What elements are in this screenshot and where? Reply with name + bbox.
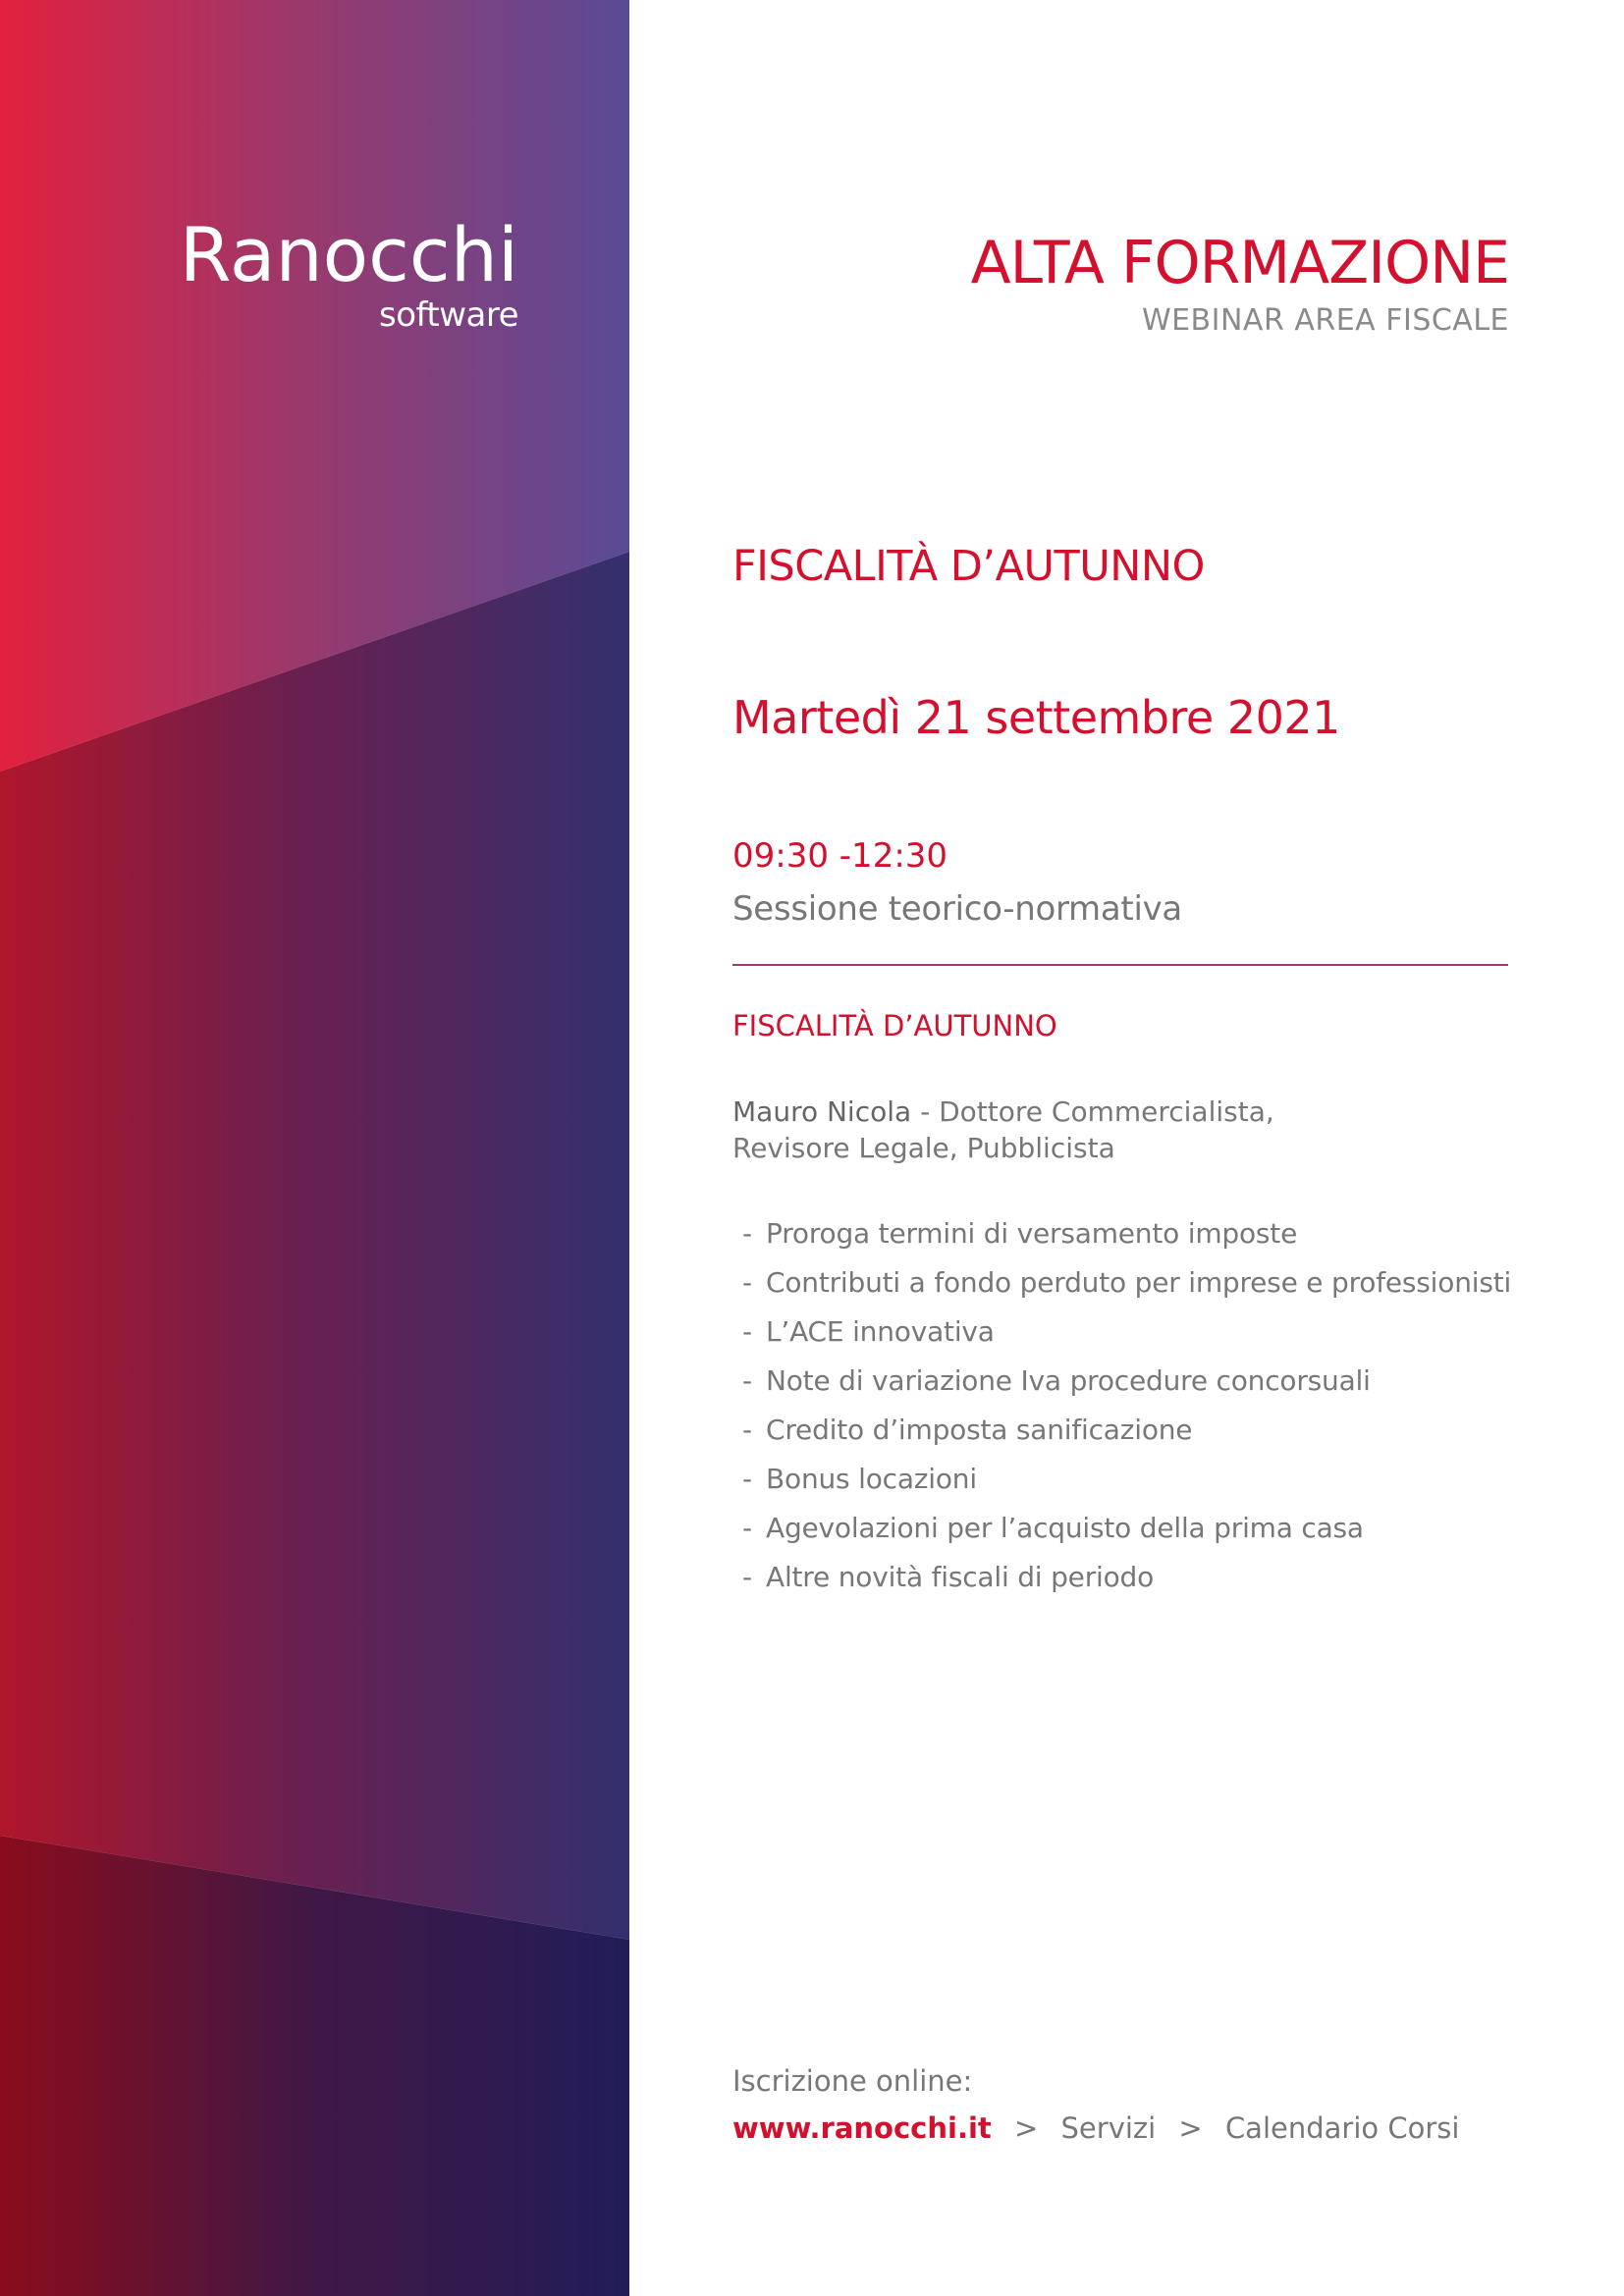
dash-marker: - (742, 1364, 752, 1397)
event-date: Martedì 21 settembre 2021 (732, 691, 1340, 744)
header-title: ALTA FORMAZIONE (970, 229, 1509, 297)
breadcrumb-calendario-corsi: Calendario Corsi (1224, 2111, 1460, 2145)
list-item (742, 1258, 1511, 1308)
topic-text: Proroga termini di versamento imposte (766, 1217, 1298, 1250)
footer (732, 2061, 1459, 2148)
speaker-line-2: Revisore Legale, Pubblicista (732, 1132, 1115, 1164)
header-subtitle: WEBINAR AREA FISCALE (1141, 303, 1509, 338)
list-item (742, 1308, 1511, 1357)
speaker-line-1 (732, 1094, 1274, 1130)
ranocchi-logo (145, 211, 518, 335)
topic-text: L’ACE innovativa (766, 1315, 995, 1348)
list-item (742, 1553, 1511, 1602)
event-title: FISCALITÀ D’AUTUNNO (732, 542, 1205, 591)
section-title: FISCALITÀ D’AUTUNNO (732, 1009, 1057, 1042)
breadcrumb-separator: > (1178, 2111, 1203, 2145)
website-link[interactable]: www.ranocchi.it (732, 2111, 992, 2145)
dash-marker: - (742, 1217, 752, 1250)
logo-wordmark: Ranocchi (179, 211, 518, 298)
dash-marker: - (742, 1561, 752, 1593)
dash-marker: - (742, 1414, 752, 1446)
footer-label: Iscrizione online: (732, 2064, 973, 2098)
speaker-info (732, 1094, 1274, 1166)
breadcrumb-separator: > (1013, 2111, 1039, 2145)
breadcrumb (732, 2109, 1459, 2148)
header (970, 229, 1509, 338)
list-item (742, 1357, 1511, 1406)
topic-list (742, 1209, 1511, 1602)
topic-text: Altre novità fiscali di periodo (766, 1561, 1155, 1593)
breadcrumb-servizi: Servizi (1060, 2111, 1157, 2145)
logo-subtitle: software (378, 295, 518, 335)
list-item (742, 1406, 1511, 1455)
topic-text: Note di variazione Iva procedure concorsuali (766, 1364, 1371, 1397)
topic-text: Credito d’imposta sanificazione (766, 1414, 1193, 1446)
dash-marker: - (742, 1463, 752, 1495)
speaker-role: - Dottore Commercialista, (911, 1095, 1274, 1128)
topic-text: Agevolazioni per l’acquisto della prima casa (766, 1512, 1364, 1544)
list-item (742, 1209, 1511, 1258)
topic-text: Contributi a fondo perduto per imprese e professionisti (766, 1266, 1512, 1299)
list-item (742, 1504, 1511, 1553)
session-time: 09:30 -12:30 (732, 836, 948, 876)
divider (732, 964, 1508, 966)
list-item (742, 1455, 1511, 1504)
dash-marker: - (742, 1512, 752, 1544)
dash-marker: - (742, 1266, 752, 1299)
decorative-side-band (0, 0, 629, 2296)
session-label: Sessione teorico-normativa (732, 889, 1182, 929)
dash-marker: - (742, 1315, 752, 1348)
speaker-name: Mauro Nicola (732, 1095, 912, 1128)
topic-text: Bonus locazioni (766, 1463, 977, 1495)
